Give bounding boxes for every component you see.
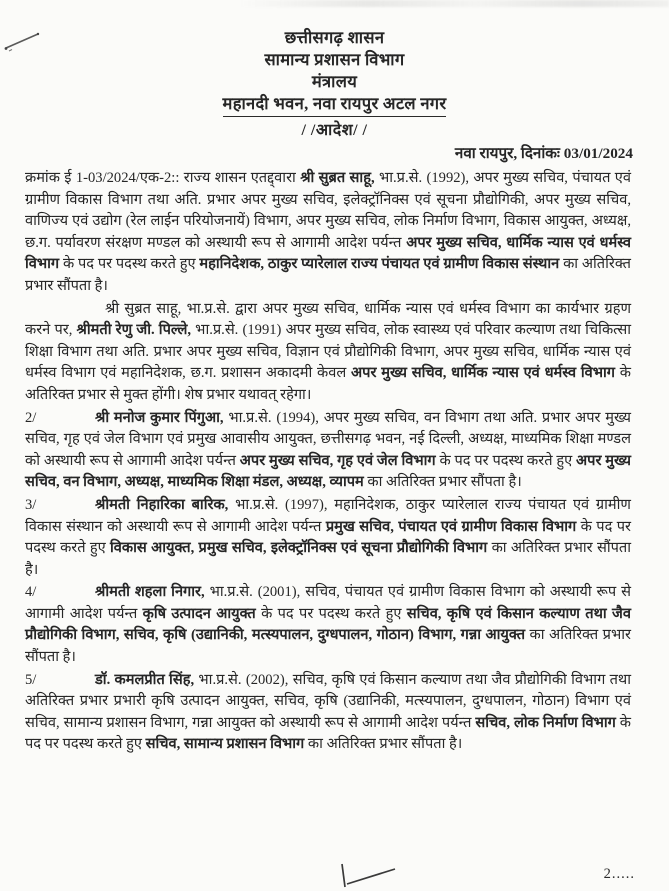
order-paragraph <box>25 168 631 298</box>
bold-text-run: कृषि उत्पादन आयुक्त <box>142 605 256 622</box>
place-and-date: नवा रायपुर, दिनांकः 03/01/2024 <box>454 145 633 162</box>
bold-text-run: अपर मुख्य सचिव, गृह एवं जेल विभाग <box>239 452 436 469</box>
bold-text-run: सचिव, सामान्य प्रशासन विभाग <box>145 736 305 753</box>
page-number: 2..... <box>603 866 635 882</box>
text-run: के अतिरिक्त प्रभार से मुक्त होंगी। शेष प्रभार यथावत् रहेगा। <box>25 365 631 403</box>
address-underlined-text: महानदी भवन, नवा रायपुर अटल नगर <box>223 93 447 117</box>
text-run: के पद पर पदस्थ करते हुए <box>25 518 631 557</box>
paragraph-number: 2/ <box>25 409 37 426</box>
scan-smudge-artifact <box>239 0 669 7</box>
text-run: का अतिरिक्त प्रभार सौंपता है। <box>25 627 631 666</box>
pen-stroke-mark-icon <box>2 28 44 54</box>
bold-text-run: विकास आयुक्त, प्रमुख सचिव, इलेक्ट्रॉनिक्स एवं सूचना प्रौद्योगिकी विभाग <box>110 540 488 557</box>
paragraph-number: 5/ <box>25 671 37 688</box>
text-run: के पद पर पदस्थ करते हुए <box>255 605 407 622</box>
text-run: श्री सुब्रत साहू, भा.प्र.से. द्वारा अपर मुख्य सचिव, धार्मिक न्यास एवं धर्मस्व विभाग का कार्यभार ग्रहण करने पर, <box>25 300 631 339</box>
text-run: का अतिरिक्त प्रभार सौंपता है। <box>25 540 631 578</box>
ministry-line: मंत्रालय <box>311 72 358 91</box>
order-paragraph <box>25 582 631 668</box>
bold-text-run: प्रमुख सचिव, पंचायत एवं ग्रामीण विकास विभाग <box>325 518 577 535</box>
order-paragraph <box>25 299 631 407</box>
paragraph-number: 4/ <box>25 584 37 601</box>
bold-text-run: श्री मनोज कुमार पिंगुआ, <box>95 409 224 426</box>
bold-text-run: श्री सुब्रत साहू, <box>300 170 375 186</box>
text-run: भा.प्र.से. (1992), अपर मुख्य सचिव, पंचायत एवं ग्रामीण विकास विभाग तथा अति. प्रभार अपर मुख्य सचिव, इलेक्ट्रॉनिक्स एवं सूचना प्रौद्योगिकी, अपर मुख्य सचिव, वाणिज्य एवं उद्योग (रेल लाईन परियोजनायें) विभाग, अपर मुख्य सचिव, लोक निर्माण विभाग, विकास आयुक्त, अध्यक्ष, छ.ग. पर्यावरण संरक्षण मण्डल को अस्थायी रूप से आगामी आदेश पर्यन्त <box>25 170 631 251</box>
order-paragraph <box>25 408 631 494</box>
government-name: छत्तीसगढ़ शासन <box>284 28 385 47</box>
bold-text-run: अपर मुख्य सचिव, धार्मिक न्यास एवं धर्मस्व विभाग <box>25 234 631 273</box>
order-paragraph <box>25 670 631 756</box>
bold-text-run: अपर मुख्य सचिव, वन विभाग, अध्यक्ष, माध्यमिक शिक्षा मंडल, अध्यक्ष, व्यापम <box>25 452 632 491</box>
order-title: / /आदेश/ / <box>301 122 368 139</box>
text-run: का अतिरिक्त प्रभार सौंपता है। <box>25 256 632 294</box>
bold-text-run: श्रीमती रेणु जी. पिल्ले, <box>76 322 191 339</box>
text-run: भा.प्र.से. (1994), अपर मुख्य सचिव, वन विभाग तथा अति. प्रभार अपर मुख्य सचिव, गृह एवं जेल विभाग एवं प्रमुख आवासीय आयुक्त, छत्तीसगढ़ भवन, नई दिल्ली, अध्यक्ष, माध्यमिक शिक्षा मण्डल को अस्थायी रूप से आगामी आदेश पर्यन्त <box>25 409 632 469</box>
text-run: का अतिरिक्त प्रभार सौंपता है। <box>304 736 463 753</box>
bold-text-run: श्रीमती शहला निगार, <box>95 584 205 601</box>
order-paragraph <box>25 495 631 581</box>
text-run: क्रमांक ई 1-03/2024/एक-2:: राज्य शासन एतद्द्वारा <box>25 170 301 186</box>
document-header <box>0 0 669 165</box>
department-name: सामान्य प्रशासन विभाग <box>264 50 405 69</box>
text-run: के पद पर पदस्थ करते हुए <box>435 452 577 469</box>
bold-text-run: डॉ. कमलप्रीत सिंह, <box>95 671 195 688</box>
address-line <box>0 93 669 117</box>
text-run: का अतिरिक्त प्रभार सौंपता है। <box>363 474 522 491</box>
text-run: के पद पर पदस्थ करते हुए <box>59 256 200 273</box>
handwritten-tick-mark-icon <box>333 860 401 890</box>
text-run: भा.प्र.से. (2002), सचिव, कृषि एवं किसान कल्याण तथा जैव प्रौद्योगिकी विभाग तथा अतिरिक्त प्रभार प्रभारी कृषि उत्पादन आयुक्त, सचिव, कृषि (उद्यानिकी, मत्स्यपालन, दुग्धपालन, गोठान) विभाग एवं सचिव, सामान्य प्रशासन विभाग, गन्ना आयुक्त को अस्थायी रूप से आगामी आदेश पर्यन्त <box>25 671 631 731</box>
text-run: भा.प्र.से. (1997), महानिदेशक, ठाकुर प्यारेलाल राज्य पंचायत एवं ग्रामीण विकास संस्थान को अस्थायी रूप से आगामी आदेश पर्यन्त <box>25 496 631 535</box>
text-run: भा.प्र.से. (2001), सचिव, पंचायत एवं ग्रामीण विकास विभाग को अस्थायी रूप से आगामी आदेश पर्यन्त <box>25 584 631 622</box>
bold-text-run: श्रीमती निहारिका बारिक, <box>95 496 229 513</box>
text-run: भा.प्र.से. (1991) अपर मुख्य सचिव, लोक स्वास्थ्य एवं परिवार कल्याण तथा चिकित्सा शिक्षा विभाग तथा अति. प्रभार अपर मुख्य सचिव, विज्ञान एवं प्रौद्योगिकी विभाग, अपर मुख्य सचिव, धार्मिक न्यास एवं धर्मस्व विभाग एवं महानिदेशक, छ.ग. प्रशासन अकादमी केवल <box>25 322 631 382</box>
bold-text-run: सचिव, कृषि एवं किसान कल्याण तथा जैव प्रौद्योगिकी विभाग, सचिव, कृषि (उद्यानिकी, मत्स्यपालन, दुग्धपालन, गोठान) विभाग, गन्ना आयुक्त <box>25 605 631 644</box>
order-paragraphs <box>25 168 631 756</box>
paragraph-number: 3/ <box>25 496 37 513</box>
bold-text-run: अपर मुख्य सचिव, धार्मिक न्यास एवं धर्मस्व विभाग <box>351 365 615 382</box>
bold-text-run: महानिदेशक, ठाकुर प्यारेलाल राज्य पंचायत एवं ग्रामीण विकास संस्थान <box>199 256 560 273</box>
bold-text-run: सचिव, लोक निर्माण विभाग <box>475 714 616 731</box>
text-run: के पद पर पदस्थ करते हुए <box>25 714 631 753</box>
